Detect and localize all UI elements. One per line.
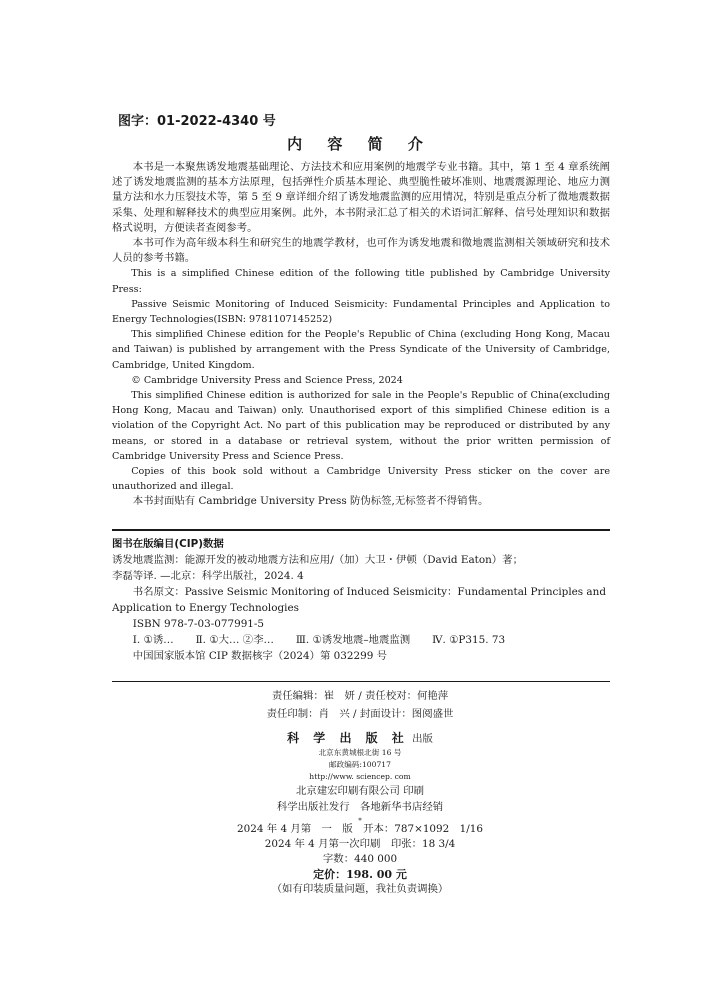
cip-bottom-rule: [112, 681, 610, 682]
quality-note: （如有印装质量问题，我社负责调换）: [271, 883, 449, 895]
cip-top-rule: [112, 529, 610, 531]
cip-record-line: 李磊等译. —北京：科学出版社，2024. 4: [112, 570, 304, 582]
edition-line: 2024 年 4 月第 一 版 开本：787×1092 1/16: [237, 823, 483, 835]
english-paragraph: This simplified Chinese edition for the People's Republic of China (excluding Hong Kong, Macau and Taiwan) is published by arrangement with the Press Syndicate of the University of Cambridge, Cambridge, United Kingdom.: [112, 329, 610, 371]
credits-line: 责任编辑：崔 妍 / 责任校对：何艳萍: [271, 690, 449, 702]
summary-title: 内 容 简 介: [287, 135, 433, 153]
cip-class-item: Ⅱ. ①大… ②李…: [195, 634, 274, 646]
cip-class-item: Ⅰ. ①诱…: [132, 634, 174, 646]
publisher-address: 北京东黄城根北街 16 号: [318, 748, 402, 757]
publisher-name-line: [0, 730, 720, 747]
cip-original-title: Application to Energy Technologies: [112, 602, 299, 614]
publisher-postcode: 邮政编码:100717: [329, 760, 391, 769]
press-name: 科 学 出 版 社: [287, 731, 409, 745]
cip-library-number: 中国国家版本馆 CIP 数据核字（2024）第 032299 号: [132, 650, 388, 662]
star-divider: *: [358, 817, 362, 825]
printer-line: 北京建宏印刷有限公司 印刷: [296, 785, 424, 797]
distribution-line: 科学出版社发行 各地新华书店经销: [276, 801, 444, 813]
english-paragraph: Passive Seismic Monitoring of Induced Seismicity: Fundamental Principles and Application to Energy Technologies(ISBN: 9781107145252): [112, 298, 610, 326]
printing-line: 2024 年 4 月第一次印刷 印张：18 3/4: [264, 838, 456, 850]
cip-class-item: Ⅳ. ①P315. 73: [432, 634, 506, 646]
permit-number: 图字：01-2022-4340 号: [118, 114, 276, 129]
sticker-note: 本书封面贴有 Cambridge University Press 防伪标签,无标签者不得销售。: [132, 495, 489, 508]
english-paragraph: This is a simplified Chinese edition of the following title published by Cambridge University Press:: [112, 268, 610, 295]
english-paragraph: This simplified Chinese edition is authorized for sale in the People's Republic of China(excluding Hong Kong, Macau and Taiwan) only. Unauthorised export of this simplified Chinese edition is a violation of the Copyright Act. No part of this publication may be reproduced or distributed by any means, or stored in a database or retrieval system, without the prior written permission of Cambridge University Press and Science Press.: [112, 390, 610, 462]
specifications-block: [0, 822, 720, 897]
intro-paragraph: 本书是一本聚焦诱发地震基础理论、方法技术和应用案例的地震学专业书籍。其中，第 1 至 4 章系统阐述了诱发地震监测的基本方法原理，包括弹性介质基本理论、典型脆性破坏准则、地震震源理论、地应力测量方法和水力压裂技术等，第 5 至 9 章详细介绍了诱发地震监测的应用情况，特别是重点分析了微地震数据采集、处理和解释技术的典型应用案例。此外，本书附录汇总了相关的术语词汇解释、信号处理知识和数据格式说明，方便读者查阅参考。: [112, 161, 610, 234]
cip-record-line: 诱发地震监测：能源开发的被动地震方法和应用/（加）大卫・伊顿（David Eaton）著；: [112, 554, 523, 566]
cip-record: [112, 536, 610, 664]
cip-isbn: ISBN 978-7-03-077991-5: [132, 618, 265, 630]
english-paragraph: Copies of this book sold without a Cambridge University Press sticker on the cover are unauthorized and illegal.: [112, 466, 610, 493]
cip-class-item: Ⅲ. ①诱发地震–地震监测: [295, 634, 411, 646]
cip-classification: [112, 632, 610, 648]
english-paragraph: © Cambridge University Press and Science Press, 2024: [131, 374, 403, 386]
word-count: 字数：440 000: [322, 853, 398, 865]
credits-section: [0, 687, 720, 723]
cip-original-title: 书名原文：Passive Seismic Monitoring of Induced Seismicity：Fundamental Principles and: [132, 586, 606, 598]
publisher-block: [0, 730, 720, 827]
price: 定价：198. 00 元: [313, 868, 407, 881]
publish-word: 出版: [412, 733, 433, 745]
introduction-section: [112, 160, 610, 510]
cip-heading: 图书在版编目(CIP)数据: [112, 538, 224, 550]
credits-line: 责任印制：肖 兴 / 封面设计：图阅盛世: [266, 708, 454, 720]
intro-paragraph: 本书可作为高年级本科生和研究生的地震学教材，也可作为诱发地震和微地震监测相关领域研究和技术人员的参考书籍。: [112, 237, 610, 265]
publisher-website: http://www. sciencep. com: [309, 772, 411, 781]
